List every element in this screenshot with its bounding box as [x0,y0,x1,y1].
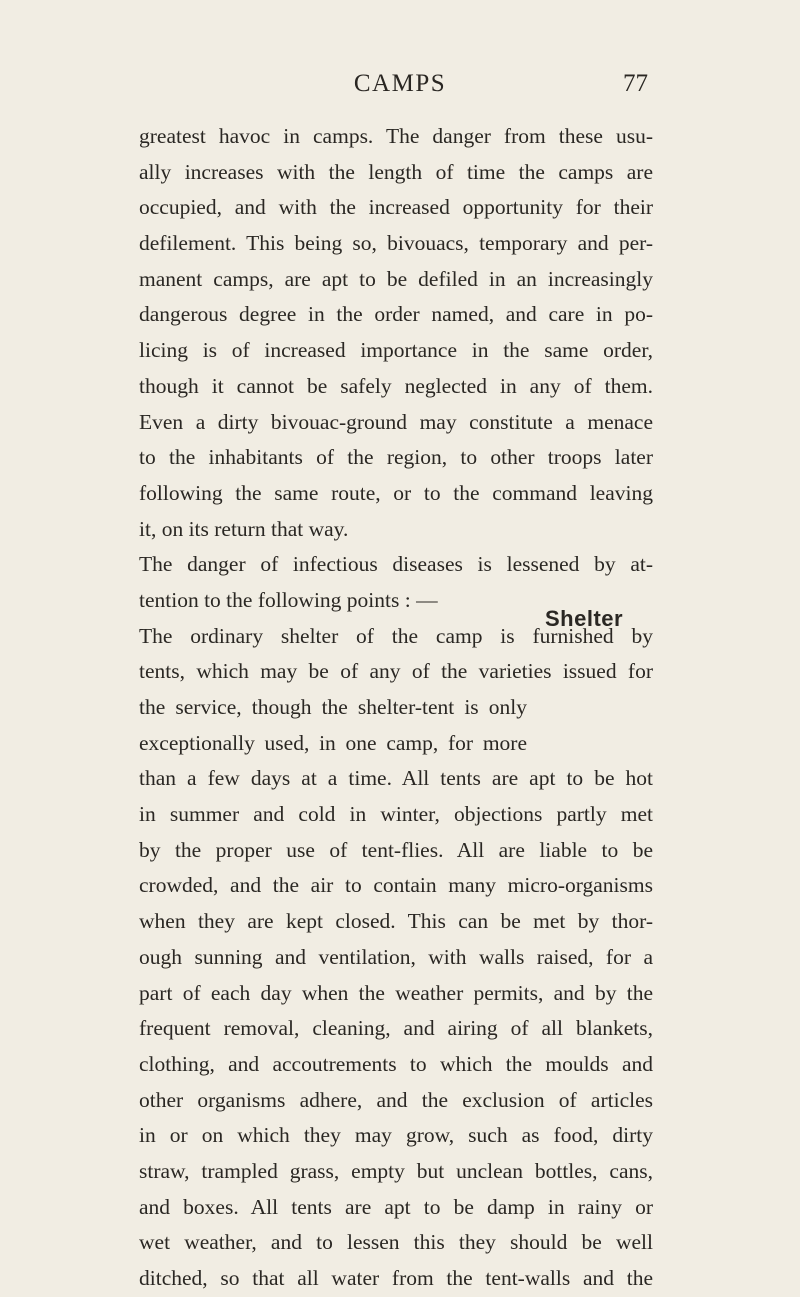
text-line: frequent removal, cleaning, and airing of all blankets, [139,1016,653,1041]
text-line: crowded, and the air to contain many micro-organisms [139,873,653,898]
text-line: by the proper use of tent-flies. All are liable to be [139,837,653,862]
running-head [0,70,800,106]
text-line: ditched, so that all water from the tent-walls and the [139,1266,653,1290]
text-line: dangerous degree in the order named, and care in po- [139,302,653,327]
text-line: and boxes. All tents are apt to be damp in rainy or [139,1194,653,1219]
text-line: exceptionally used, in one camp, for more [139,730,527,755]
text-line: wet weather, and to lessen this they should be well [139,1230,653,1255]
text-line: ally increases with the length of time the camps are [139,159,653,184]
text-line: defilement. This being so, bivouacs, temporary and per- [139,231,653,256]
text-line: in summer and cold in winter, objections partly met [139,802,653,827]
text-line: ough sunning and ventilation, with walls raised, for a [139,944,653,969]
margin-note: Shelter [545,606,624,631]
text-line: the service, though the shelter-tent is only [139,695,527,719]
text-line: manent camps, are apt to be defiled in an increasingly [139,266,653,291]
text-line: The danger of infectious diseases is lessened by at- [139,552,653,577]
text-line: than a few days at a time. All tents are apt to be hot [139,766,653,791]
text-line: straw, trampled grass, empty but unclean bottles, cans, [139,1158,653,1183]
text-line: it, on its return that way. [139,516,349,541]
text-line: other organisms adhere, and the exclusion of articles [139,1087,653,1112]
text-line: part of each day when the weather permits, and by the [139,980,653,1005]
text-line: occupied, and with the increased opportunity for their [139,195,653,220]
body-text [139,119,653,1297]
text-line: though it cannot be safely neglected in any of them. [139,373,653,398]
running-title: CAMPS [353,70,447,97]
text-line: The ordinary shelter of the camp is furnished by [139,623,653,648]
page-number: 77 [623,70,648,97]
text-line: tention to the following points : — [139,587,438,612]
text-line: clothing, and accoutrements to which the moulds and [139,1051,653,1076]
text-line: licing is of increased importance in the same order, [139,338,653,363]
text-line: to the inhabitants of the region, to other troops later [139,445,653,470]
text-line: following the same route, or to the command leaving [139,480,653,505]
text-line: when they are kept closed. This can be met by thor- [139,909,653,934]
text-line: in or on which they may grow, such as food, dirty [139,1123,653,1148]
text-line: Even a dirty bivouac-ground may constitute a menace [139,409,653,434]
text-line: greatest havoc in camps. The danger from these usu- [139,124,653,148]
text-line: tents, which may be of any of the varieties issued for [139,659,653,684]
